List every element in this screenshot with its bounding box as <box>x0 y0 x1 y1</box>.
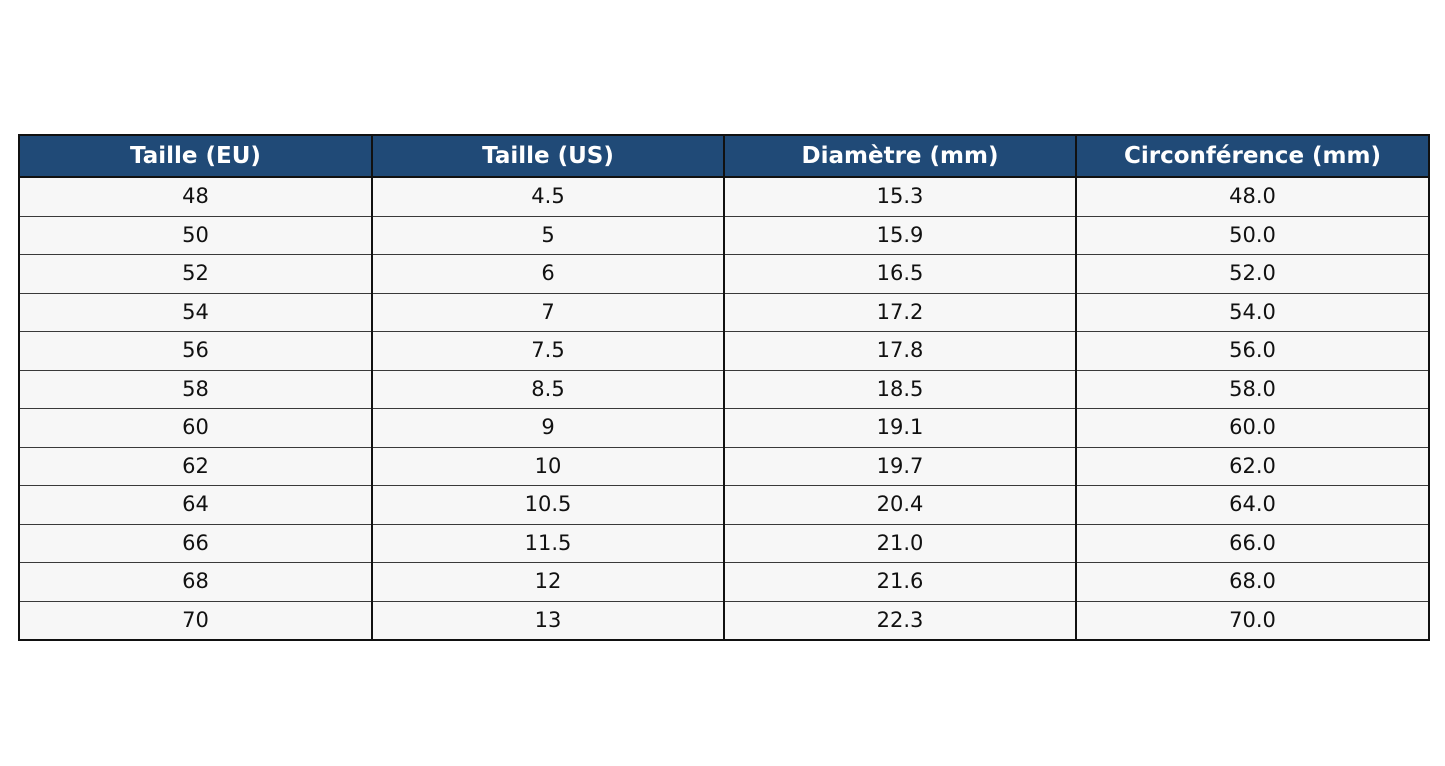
cell-taille-eu: 70 <box>19 601 372 640</box>
table-body <box>19 177 1429 640</box>
table-row <box>19 370 1429 409</box>
table-row <box>19 563 1429 602</box>
cell-diametre: 19.1 <box>724 409 1076 448</box>
cell-diametre: 17.2 <box>724 293 1076 332</box>
column-header-diametre-mm: Diamètre (mm) <box>724 135 1076 177</box>
cell-circonference: 56.0 <box>1076 332 1429 371</box>
table-header-row <box>19 135 1429 177</box>
table-row <box>19 177 1429 216</box>
cell-circonference: 52.0 <box>1076 255 1429 294</box>
cell-circonference: 54.0 <box>1076 293 1429 332</box>
cell-circonference: 70.0 <box>1076 601 1429 640</box>
cell-diametre: 15.3 <box>724 177 1076 216</box>
cell-diametre: 21.0 <box>724 524 1076 563</box>
cell-taille-us: 12 <box>372 563 724 602</box>
cell-taille-eu: 52 <box>19 255 372 294</box>
cell-taille-us: 10.5 <box>372 486 724 525</box>
cell-diametre: 17.8 <box>724 332 1076 371</box>
cell-taille-us: 11.5 <box>372 524 724 563</box>
table-header <box>19 135 1429 177</box>
cell-taille-eu: 48 <box>19 177 372 216</box>
cell-taille-eu: 64 <box>19 486 372 525</box>
cell-taille-eu: 68 <box>19 563 372 602</box>
cell-diametre: 20.4 <box>724 486 1076 525</box>
cell-taille-eu: 66 <box>19 524 372 563</box>
cell-taille-us: 9 <box>372 409 724 448</box>
cell-taille-eu: 50 <box>19 216 372 255</box>
table-row <box>19 447 1429 486</box>
table-row <box>19 332 1429 371</box>
table-row <box>19 255 1429 294</box>
cell-diametre: 19.7 <box>724 447 1076 486</box>
cell-diametre: 16.5 <box>724 255 1076 294</box>
cell-circonference: 66.0 <box>1076 524 1429 563</box>
size-table-container <box>18 134 1428 641</box>
column-header-taille-eu: Taille (EU) <box>19 135 372 177</box>
cell-taille-us: 5 <box>372 216 724 255</box>
cell-taille-us: 4.5 <box>372 177 724 216</box>
cell-taille-eu: 56 <box>19 332 372 371</box>
cell-circonference: 50.0 <box>1076 216 1429 255</box>
cell-taille-us: 6 <box>372 255 724 294</box>
table-row <box>19 293 1429 332</box>
cell-diametre: 21.6 <box>724 563 1076 602</box>
cell-circonference: 64.0 <box>1076 486 1429 525</box>
cell-taille-us: 13 <box>372 601 724 640</box>
cell-taille-eu: 60 <box>19 409 372 448</box>
table-row <box>19 524 1429 563</box>
table-row <box>19 216 1429 255</box>
cell-diametre: 22.3 <box>724 601 1076 640</box>
cell-taille-us: 7.5 <box>372 332 724 371</box>
cell-circonference: 58.0 <box>1076 370 1429 409</box>
cell-circonference: 68.0 <box>1076 563 1429 602</box>
column-header-taille-us: Taille (US) <box>372 135 724 177</box>
column-header-circonference-mm: Circonférence (mm) <box>1076 135 1429 177</box>
table-row <box>19 486 1429 525</box>
cell-taille-eu: 62 <box>19 447 372 486</box>
cell-diametre: 15.9 <box>724 216 1076 255</box>
table-row <box>19 601 1429 640</box>
cell-taille-eu: 58 <box>19 370 372 409</box>
cell-taille-us: 7 <box>372 293 724 332</box>
cell-circonference: 60.0 <box>1076 409 1429 448</box>
cell-taille-eu: 54 <box>19 293 372 332</box>
cell-taille-us: 10 <box>372 447 724 486</box>
cell-circonference: 62.0 <box>1076 447 1429 486</box>
cell-taille-us: 8.5 <box>372 370 724 409</box>
table-row <box>19 409 1429 448</box>
cell-circonference: 48.0 <box>1076 177 1429 216</box>
ring-size-table <box>18 134 1430 641</box>
cell-diametre: 18.5 <box>724 370 1076 409</box>
